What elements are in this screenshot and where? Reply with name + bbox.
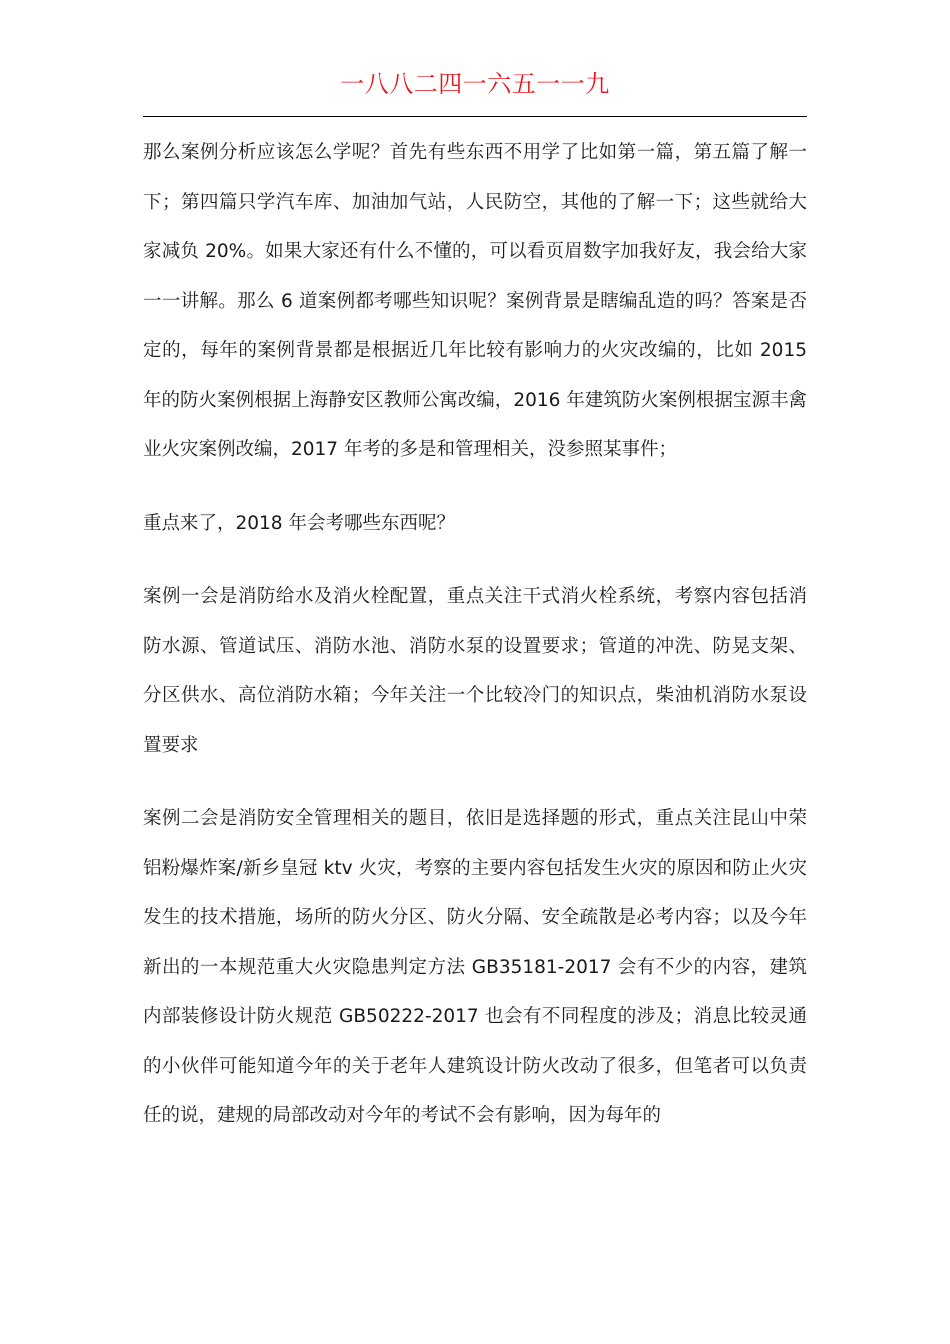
paragraph-case-two: 案例二会是消防安全管理相关的题目，依旧是选择题的形式，重点关注昆山中荣铝粉爆炸案/新乡皇冠 ktv 火灾，考察的主要内容包括发生火灾的原因和防止火灾发生的技术措施，场所的防火分区、防火分隔、安全疏散是必考内容；以及今年新出的一本规范重大火灾隐患判定方法 GB35181-2017 会有不少的内容，建筑内部装修设计防火规范 GB50222-2017 也会有不同程度的涉及；消息比较灵通的小伙伴可能知道今年的关于老年人建筑设计防火改动了很多，但笔者可以负责任的说，建规的局部改动对今年的考试不会有影响，因为每年的: [143, 808, 807, 1126]
header-divider: [143, 116, 807, 117]
document-body: [143, 128, 807, 1141]
paragraph-case-study-intro: 那么案例分析应该怎么学呢？首先有些东西不用学了比如第一篇，第五篇了解一下；第四篇只学汽车库、加油加气站，人民防空，其他的了解一下；这些就给大家减负 20%。如果大家还有什么不懂的，可以看页眉数字加我好友，我会给大家一一讲解。那么 6 道案例都考哪些知识呢？案例背景是瞎编乱造的吗？答案是否定的，每年的案例背景都是根据近几年比较有影响力的火灾改编的，比如 2015 年的防火案例根据上海静安区教师公寓改编，2016 年建筑防火案例根据宝源丰禽业火灾案例改编，2017 年考的多是和管理相关，没参照某事件；: [143, 142, 807, 460]
paragraph-2018-focus: 重点来了，2018 年会考哪些东西呢？: [143, 512, 455, 534]
page-header-title: 一八八二四一六五一一九: [340, 70, 610, 98]
paragraph-case-one: 案例一会是消防给水及消火栓配置，重点关注干式消火栓系统，考察内容包括消防水源、管道试压、消防水池、消防水泵的设置要求；管道的冲洗、防晃支架、分区供水、高位消防水箱；今年关注一个比较冷门的知识点，柴油机消防水泵设置要求: [143, 586, 807, 756]
